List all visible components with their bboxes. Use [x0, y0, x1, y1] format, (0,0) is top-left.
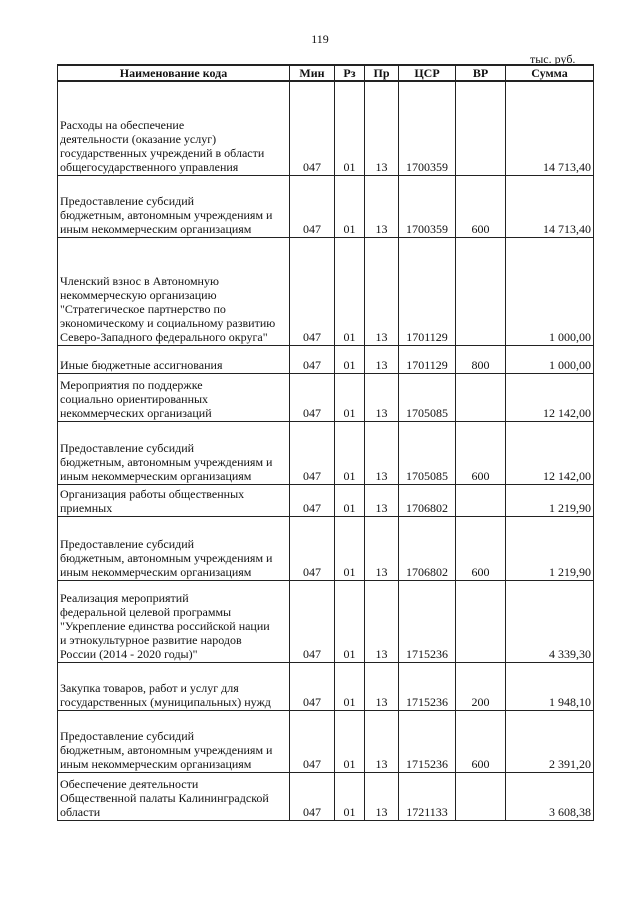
row-sum: 2 391,20 [506, 710, 594, 772]
row-vr: 600 [456, 516, 506, 580]
row-rz: 01 [335, 516, 365, 580]
row-sum: 1 000,00 [506, 237, 594, 345]
row-pr: 13 [365, 81, 399, 175]
row-pr: 13 [365, 237, 399, 345]
row-rz: 01 [335, 580, 365, 662]
row-name: Реализация мероприятий федеральной целевой программы "Укрепление единства российской нации и этнокультурное развитие народов России (2014 - 2020 годы)" [58, 580, 290, 662]
row-rz: 01 [335, 710, 365, 772]
row-csr: 1715236 [399, 662, 456, 710]
row-sum: 1 948,10 [506, 662, 594, 710]
row-csr: 1700359 [399, 81, 456, 175]
row-name: Предоставление субсидий бюджетным, автономным учреждениям и иным некоммерческим организациям [58, 710, 290, 772]
units-label: тыс. руб. [530, 52, 576, 66]
row-name: Членский взнос в Автономную некоммерческую организацию "Стратегическое партнерство по экономическому и социальному развитию Северо-Западного федерального округа" [58, 237, 290, 345]
row-vr [456, 580, 506, 662]
row-min: 047 [290, 237, 335, 345]
row-sum: 12 142,00 [506, 373, 594, 421]
header-name: Наименование кода [58, 65, 290, 81]
row-pr: 13 [365, 710, 399, 772]
row-csr: 1706802 [399, 484, 456, 516]
row-pr: 13 [365, 484, 399, 516]
row-sum: 4 339,30 [506, 580, 594, 662]
row-name: Закупка товаров, работ и услуг для государственных (муниципальных) нужд [58, 662, 290, 710]
row-name: Организация работы общественных приемных [58, 484, 290, 516]
row-min: 047 [290, 772, 335, 820]
row-rz: 01 [335, 175, 365, 237]
table-row [58, 237, 594, 345]
budget-table [57, 64, 594, 821]
table-row [58, 373, 594, 421]
row-name: Расходы на обеспечение деятельности (оказание услуг) государственных учреждений в области общегосударственного управления [58, 81, 290, 175]
row-sum: 3 608,38 [506, 772, 594, 820]
row-vr [456, 81, 506, 175]
row-pr: 13 [365, 772, 399, 820]
row-min: 047 [290, 580, 335, 662]
row-sum: 1 000,00 [506, 345, 594, 373]
table-row [58, 772, 594, 820]
page-number: 119 [311, 32, 329, 46]
table-row [58, 81, 594, 175]
table-header-row [58, 65, 594, 81]
row-name: Обеспечение деятельности Общественной палаты Калининградской области [58, 772, 290, 820]
row-vr [456, 484, 506, 516]
row-vr [456, 237, 506, 345]
row-min: 047 [290, 81, 335, 175]
table-row [58, 484, 594, 516]
row-csr: 1700359 [399, 175, 456, 237]
table-row [58, 175, 594, 237]
row-min: 047 [290, 421, 335, 484]
row-sum: 1 219,90 [506, 484, 594, 516]
row-rz: 01 [335, 772, 365, 820]
row-sum: 12 142,00 [506, 421, 594, 484]
header-rz: Рз [335, 65, 365, 81]
row-sum: 14 713,40 [506, 81, 594, 175]
row-name: Предоставление субсидий бюджетным, автономным учреждениям и иным некоммерческим организациям [58, 175, 290, 237]
table-row [58, 580, 594, 662]
row-vr [456, 373, 506, 421]
row-name: Мероприятия по поддержке социально ориентированных некоммерческих организаций [58, 373, 290, 421]
row-vr: 200 [456, 662, 506, 710]
header-pr: Пр [365, 65, 399, 81]
row-sum: 14 713,40 [506, 175, 594, 237]
row-vr: 800 [456, 345, 506, 373]
row-min: 047 [290, 175, 335, 237]
row-csr: 1701129 [399, 237, 456, 345]
row-csr: 1715236 [399, 580, 456, 662]
row-pr: 13 [365, 373, 399, 421]
row-csr: 1701129 [399, 345, 456, 373]
row-min: 047 [290, 516, 335, 580]
row-rz: 01 [335, 81, 365, 175]
row-csr: 1706802 [399, 516, 456, 580]
row-vr: 600 [456, 421, 506, 484]
row-rz: 01 [335, 662, 365, 710]
row-rz: 01 [335, 237, 365, 345]
row-name: Предоставление субсидий бюджетным, автономным учреждениям и иным некоммерческим организациям [58, 516, 290, 580]
row-sum: 1 219,90 [506, 516, 594, 580]
row-vr: 600 [456, 710, 506, 772]
table-row [58, 662, 594, 710]
row-min: 047 [290, 345, 335, 373]
header-csr: ЦСР [399, 65, 456, 81]
row-pr: 13 [365, 421, 399, 484]
header-vr: ВР [456, 65, 506, 81]
row-min: 047 [290, 662, 335, 710]
row-csr: 1715236 [399, 710, 456, 772]
row-rz: 01 [335, 421, 365, 484]
row-pr: 13 [365, 516, 399, 580]
row-csr: 1705085 [399, 373, 456, 421]
row-pr: 13 [365, 662, 399, 710]
row-csr: 1721133 [399, 772, 456, 820]
row-min: 047 [290, 484, 335, 516]
table-row [58, 710, 594, 772]
row-vr [456, 772, 506, 820]
table-row [58, 421, 594, 484]
row-name: Предоставление субсидий бюджетным, автономным учреждениям и иным некоммерческим организациям [58, 421, 290, 484]
row-rz: 01 [335, 345, 365, 373]
row-pr: 13 [365, 175, 399, 237]
row-min: 047 [290, 373, 335, 421]
header-sum: Сумма [506, 65, 594, 81]
row-rz: 01 [335, 373, 365, 421]
row-rz: 01 [335, 484, 365, 516]
row-name: Иные бюджетные ассигнования [58, 345, 290, 373]
row-min: 047 [290, 710, 335, 772]
header-min: Мин [290, 65, 335, 81]
row-vr: 600 [456, 175, 506, 237]
row-pr: 13 [365, 580, 399, 662]
row-pr: 13 [365, 345, 399, 373]
table-row [58, 516, 594, 580]
table-row [58, 345, 594, 373]
row-csr: 1705085 [399, 421, 456, 484]
